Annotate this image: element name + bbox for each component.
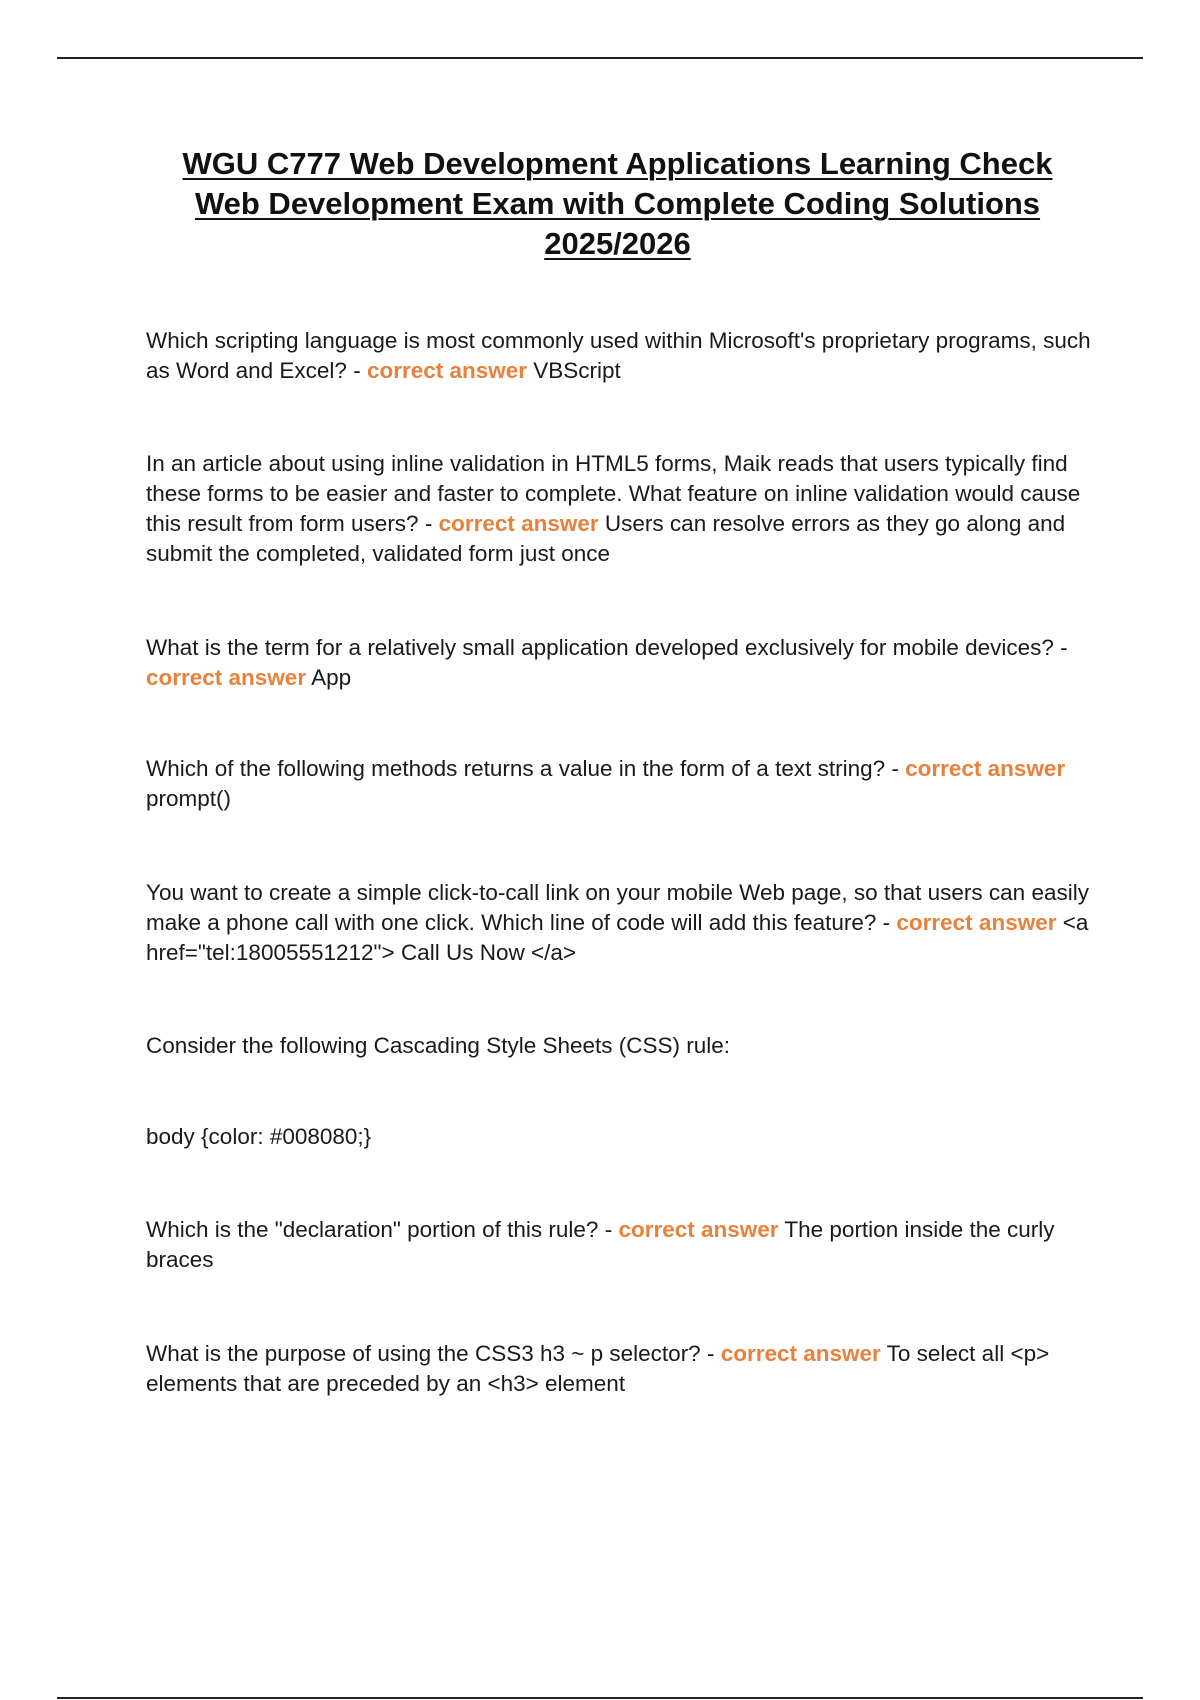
correct-answer-label: correct answer	[366, 358, 528, 383]
answer-text: Users can resolve errors as they go along and submit the completed, validated form just once	[146, 511, 1066, 566]
answer-text: prompt()	[146, 786, 232, 811]
document-title	[140, 144, 1095, 264]
qa-item	[146, 878, 1096, 968]
question-text: Which of the following methods returns a value in the form of a text string? -	[146, 756, 906, 781]
correct-answer-label: correct answer	[438, 511, 599, 536]
answer-text: <a href="tel:18005551212"> Call Us Now </a>	[146, 910, 1089, 965]
css-rule-code: body {color: #008080;}	[146, 1124, 372, 1149]
answer-text: VBScript	[527, 358, 621, 383]
top-divider	[57, 57, 1143, 59]
css-rule-intro: Consider the following Cascading Style Sheets (CSS) rule:	[146, 1033, 731, 1058]
qa-item	[146, 1339, 1096, 1399]
title-line: 2025/2026	[544, 226, 691, 261]
answer-text: The portion inside the curly braces	[146, 1217, 1055, 1272]
correct-answer-label: correct answer	[905, 756, 1066, 781]
answer-text: To select all <p> elements that are preceded by an <h3> element	[146, 1341, 1050, 1396]
qa-item	[146, 326, 1096, 386]
title-line: Web Development Exam with Complete Coding Solutions	[194, 186, 1041, 221]
question-text: Which is the "declaration" portion of this rule? -	[146, 1217, 619, 1242]
question-text: Which scripting language is most commonly used within Microsoft's proprietary programs, such as Word and Excel? -	[146, 328, 1091, 383]
question-text: What is the purpose of using the CSS3 h3 ~ p selector? -	[146, 1341, 721, 1366]
correct-answer-label: correct answer	[896, 910, 1057, 935]
qa-item	[146, 449, 1096, 569]
bottom-divider	[57, 1697, 1143, 1699]
qa-item	[146, 1215, 1096, 1275]
qa-item	[146, 633, 1096, 693]
qa-item	[146, 754, 1096, 814]
question-text: What is the term for a relatively small application developed exclusively for mobile devices? -	[146, 635, 1068, 660]
correct-answer-label: correct answer	[720, 1341, 881, 1366]
question-text: In an article about using inline validation in HTML5 forms, Maik reads that users typically find these forms to be easier and faster to complete. What feature on inline validation would cause this result from form users? -	[146, 451, 1081, 536]
answer-text: App	[306, 665, 352, 690]
correct-answer-label: correct answer	[618, 1217, 779, 1242]
question-text: You want to create a simple click-to-call link on your mobile Web page, so that users can easily make a phone call with one click. Which line of code will add this feature? -	[146, 880, 1089, 935]
title-line: WGU C777 Web Development Applications Learning Check	[182, 146, 1053, 181]
correct-answer-label: correct answer	[146, 665, 307, 690]
